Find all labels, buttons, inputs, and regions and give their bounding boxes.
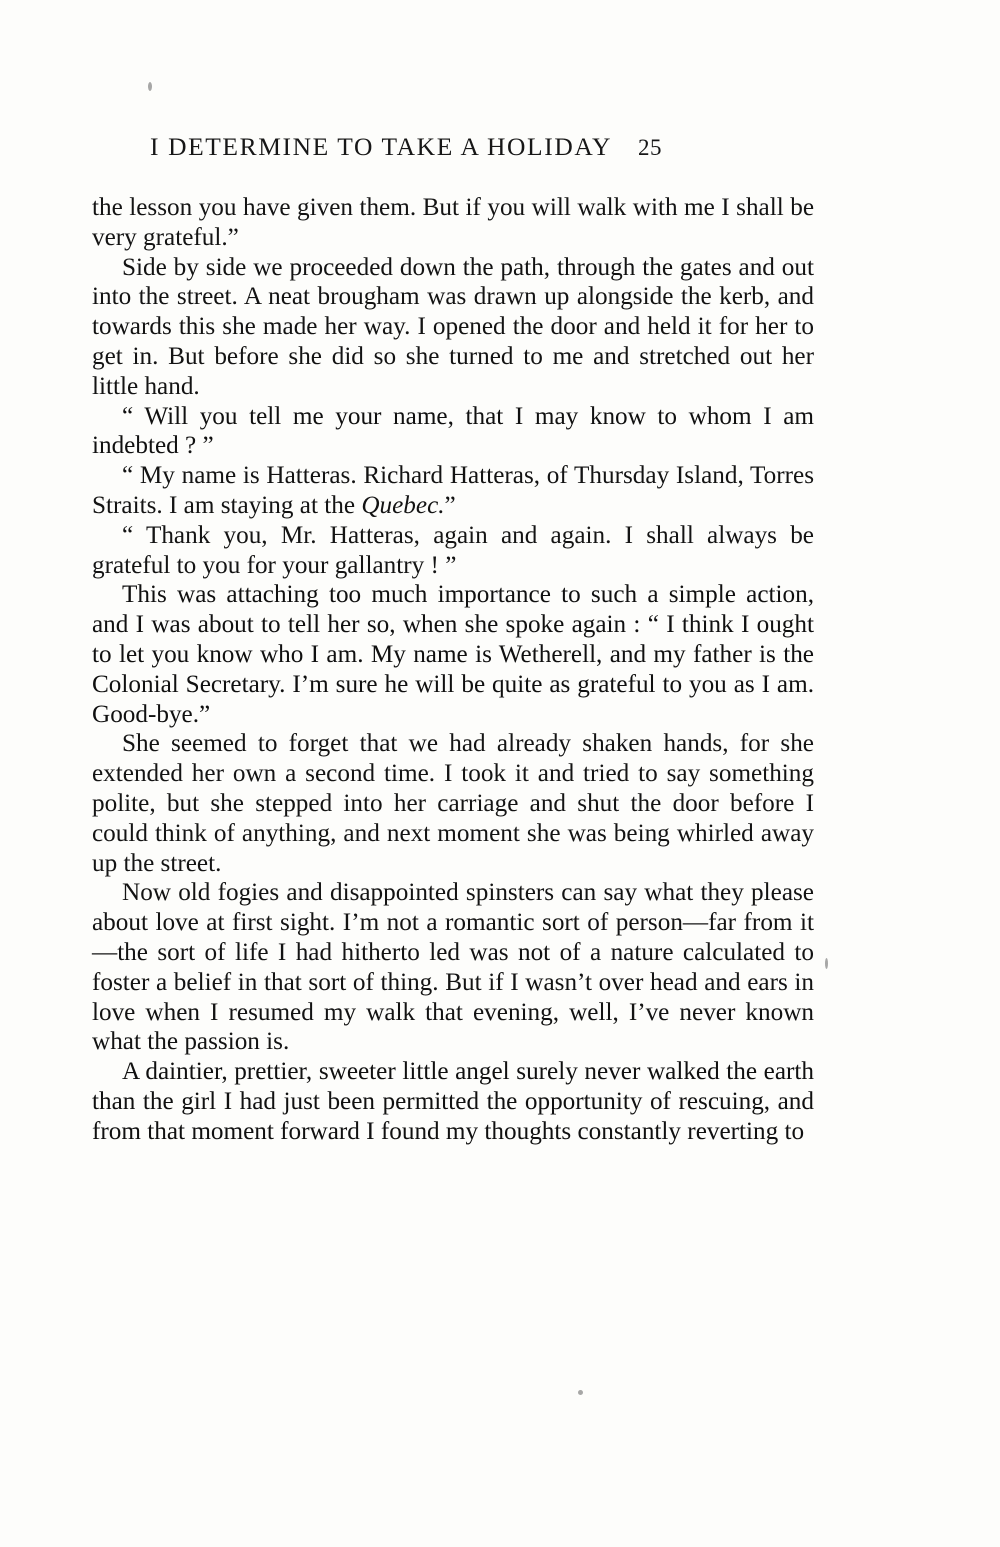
paragraph: “ Will you tell me your name, that I may know to whom I am indebted ? ” [92,402,814,460]
paper-speck [578,1390,583,1395]
running-head-title: I DETERMINE TO TAKE A HOLIDAY [150,132,613,161]
paper-speck [148,82,152,91]
paragraph: She seemed to forget that we had already shaken hands, for she extended her own a second time. I took it and tried to say something polite, but she stepped into her carriage and shut the door before I could think of anything, and next moment she was being whirled away up the street. [92,730,814,877]
paragraph: A daintier, prettier, sweeter little angel surely never walked the earth than the girl I had just been permitted the opportunity of rescuing, and from that moment forward I found my thoughts constantly reverting to [92,1058,814,1145]
paragraph: the lesson you have given them. But if you will walk with me I shall be very grateful.” [92,194,814,251]
paragraph: Now old fogies and disappointed spinsters can say what they please about love at first sight. I’m not a romantic sort of person—far from it—the sort of life I had hitherto led was not of a nature calculated to foster a belief in that sort of thing. But if I wasn’t over head and ears in love when I resumed my walk that evening, well, I’ve never known what the passion is. [92,879,814,1056]
paragraph: “ Thank you, Mr. Hatteras, again and again. I shall always be grateful to you for your gallantry ! ” [92,521,814,579]
paragraph-text: “ My name is Hatteras. Richard Hatteras, of Thursday Island, Torres Straits. I am staying at the [92,462,814,519]
italic-title: Quebec. [361,491,445,519]
page-number: 25 [638,135,663,160]
paragraph [92,461,814,521]
paragraph: Side by side we proceeded down the path, through the gates and out into the street. A neat brougham was drawn up alongside the kerb, and towards this she made her way. I opened the door and held it for her to get in. But before she did so she turned to me and stretched out her little hand. [92,253,814,400]
running-head [150,132,850,162]
paragraph: This was attaching too much importance to such a simple action, and I was about to tell her so, when she spoke again : “ I think I ought to let you know who I am. My name is Wetherell, and my father is the Colonial Secretary. I’m sure he will be quite as grateful to you as I am. Good-bye.” [92,581,814,728]
paragraph-text: ” [444,491,456,519]
body-text [92,193,814,1147]
paper-speck [825,958,828,969]
